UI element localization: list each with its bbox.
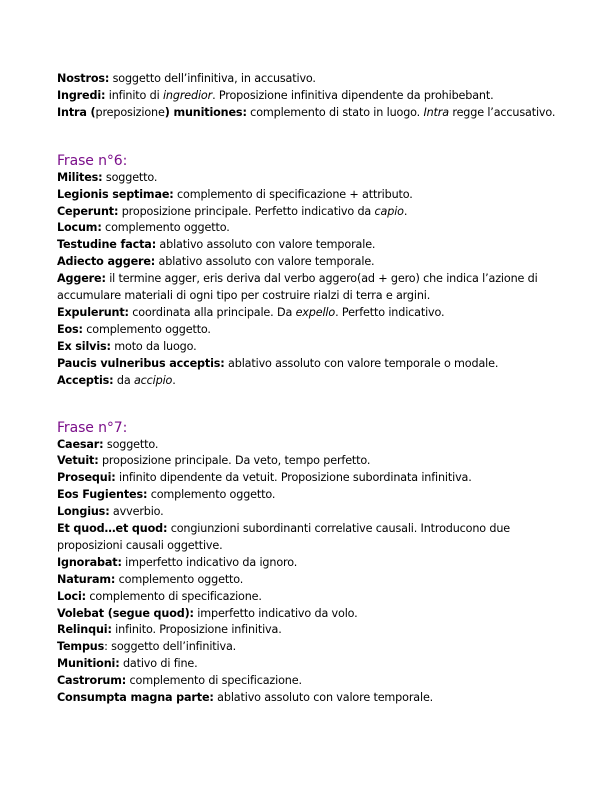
- term: Locum:: [57, 221, 102, 235]
- term: Volebat (segue quod):: [57, 606, 194, 620]
- entry-eos: [57, 322, 557, 339]
- definition: ablativo assoluto con valore temporale o modale.: [224, 356, 499, 370]
- term: Vetuit:: [57, 454, 99, 468]
- term: Expulerunt:: [57, 305, 129, 319]
- entry-ignorabat: [57, 555, 557, 572]
- definition: infinito di: [105, 88, 163, 102]
- term: Eos Fugientes:: [57, 488, 148, 502]
- definition-italic: Intra: [423, 105, 449, 119]
- entry-longius: [57, 504, 557, 521]
- definition-italic: capio: [374, 204, 404, 218]
- definition: infinito dipendente da vetuit. Proposizione subordinata infinitiva.: [115, 471, 472, 485]
- definition: avverbio.: [109, 505, 164, 519]
- term: Castrorum:: [57, 674, 127, 688]
- definition: congiunzioni subordinanti correlative causali. Introducono due proposizioni causali oggettive.: [57, 522, 511, 552]
- definition: . Proposizione infinitiva dipendente da prohibebant.: [212, 88, 494, 102]
- entry-munitioni: [57, 656, 557, 673]
- definition: .: [403, 204, 408, 218]
- term: Paucis vulneribus acceptis:: [57, 356, 225, 370]
- entry-ex-silvis: [57, 339, 557, 356]
- term: Longius:: [57, 505, 110, 519]
- term: Consumpta magna parte:: [57, 691, 214, 705]
- definition: imperfetto indicativo da volo.: [193, 606, 358, 620]
- section-heading-frase-6: Frase n°6:: [57, 152, 128, 169]
- entry-milites: [57, 170, 557, 187]
- definition: regge l’accusativo.: [448, 105, 556, 119]
- term: Naturam:: [57, 572, 116, 586]
- entry-adiecto: [57, 254, 557, 271]
- entry-expulerunt: [57, 305, 557, 322]
- definition: da: [113, 373, 134, 387]
- term: Ignorabat:: [57, 555, 122, 569]
- definition: .: [172, 373, 176, 387]
- definition: coordinata alla principale. Da: [128, 305, 296, 319]
- definition: proposizione principale. Da veto, tempo perfetto.: [98, 454, 371, 468]
- definition: complemento oggetto.: [101, 221, 230, 235]
- definition: complemento di specificazione + attributo.: [173, 187, 413, 201]
- definition: . Perfetto indicativo.: [335, 305, 445, 319]
- term: ) munitiones:: [164, 105, 247, 119]
- term: Ex silvis:: [57, 339, 111, 353]
- entry-nostros: [57, 71, 557, 88]
- definition-italic: ingredior: [162, 88, 213, 102]
- term: Eos:: [57, 322, 83, 336]
- term: Ingredi:: [57, 88, 106, 102]
- entry-testudine: [57, 237, 557, 254]
- term: Loci:: [57, 589, 87, 603]
- term: Aggere:: [57, 272, 106, 286]
- definition: soggetto dell’infinitiva, in accusativo.: [109, 72, 316, 85]
- definition: complemento di specificazione.: [86, 589, 262, 603]
- definition: complemento oggetto.: [115, 572, 244, 586]
- definition: ablativo assoluto con valore temporale.: [156, 238, 376, 252]
- term: Nostros:: [57, 72, 110, 85]
- term: Adiecto aggere:: [57, 255, 156, 269]
- definition: ablativo assoluto con valore temporale.: [155, 255, 375, 269]
- entry-aggere: [57, 271, 557, 305]
- entry-vetuit: [57, 453, 557, 470]
- definition: infinito. Proposizione infinitiva.: [111, 623, 282, 637]
- definition: imperfetto indicativo da ignoro.: [121, 555, 298, 569]
- definition: moto da luogo.: [110, 339, 197, 353]
- entry-ingredi: [57, 88, 557, 105]
- entry-ceperunt: [57, 204, 557, 221]
- entry-volebat: [57, 606, 557, 623]
- term: Prosequi:: [57, 471, 116, 485]
- definition: ablativo assoluto con valore temporale.: [213, 691, 434, 705]
- term: Tempus: [57, 640, 105, 654]
- entry-naturam: [57, 572, 557, 589]
- term: Munitioni:: [57, 657, 120, 671]
- section-heading-frase-7: Frase n°7:: [57, 419, 128, 436]
- term: Testudine facta:: [57, 238, 157, 252]
- definition: soggetto.: [103, 437, 159, 451]
- term: Relinqui:: [57, 623, 112, 637]
- entry-locum: [57, 220, 557, 237]
- term-paren: preposizione: [95, 105, 165, 119]
- definition: complemento di specificazione.: [126, 674, 302, 688]
- definition-italic: expello: [295, 305, 336, 319]
- term: Ceperunt:: [57, 204, 119, 218]
- definition: il termine agger, eris deriva dal verbo aggero(ad + gero) che indica l’azione di accumulare materiali di ogni tipo per costruire rialzi di terra e argini.: [57, 272, 538, 303]
- entry-relinqui: [57, 622, 557, 639]
- term: Acceptis:: [57, 373, 114, 387]
- entry-et-quod: [57, 521, 557, 555]
- definition: complemento di stato in luogo.: [246, 105, 424, 119]
- term: Et quod…et quod:: [57, 522, 168, 536]
- entry-legionis: [57, 187, 557, 204]
- entry-eos-fugientes: [57, 487, 557, 504]
- entry-loci: [57, 589, 557, 606]
- definition: complemento oggetto.: [82, 322, 211, 336]
- definition: proposizione principale. Perfetto indicativo da: [118, 204, 375, 218]
- term: Intra (: [57, 105, 96, 119]
- definition-italic: accipio: [133, 373, 173, 387]
- document-page: [57, 71, 557, 707]
- entry-intra: [57, 105, 557, 122]
- entry-tempus: [57, 639, 557, 656]
- entry-castrorum: [57, 673, 557, 690]
- entry-prosequi: [57, 470, 557, 487]
- term: Caesar:: [57, 437, 104, 451]
- entry-paucis: [57, 356, 557, 373]
- term: Legionis septimae:: [57, 187, 174, 201]
- definition: complemento oggetto.: [147, 488, 276, 502]
- term: Milites:: [57, 170, 103, 184]
- entry-acceptis: [57, 373, 557, 390]
- entry-consumpta: [57, 690, 557, 707]
- definition: : soggetto dell’infinitiva.: [104, 640, 237, 654]
- entry-caesar: [57, 437, 557, 454]
- definition: dativo di fine.: [119, 657, 198, 671]
- definition: soggetto.: [102, 170, 158, 184]
